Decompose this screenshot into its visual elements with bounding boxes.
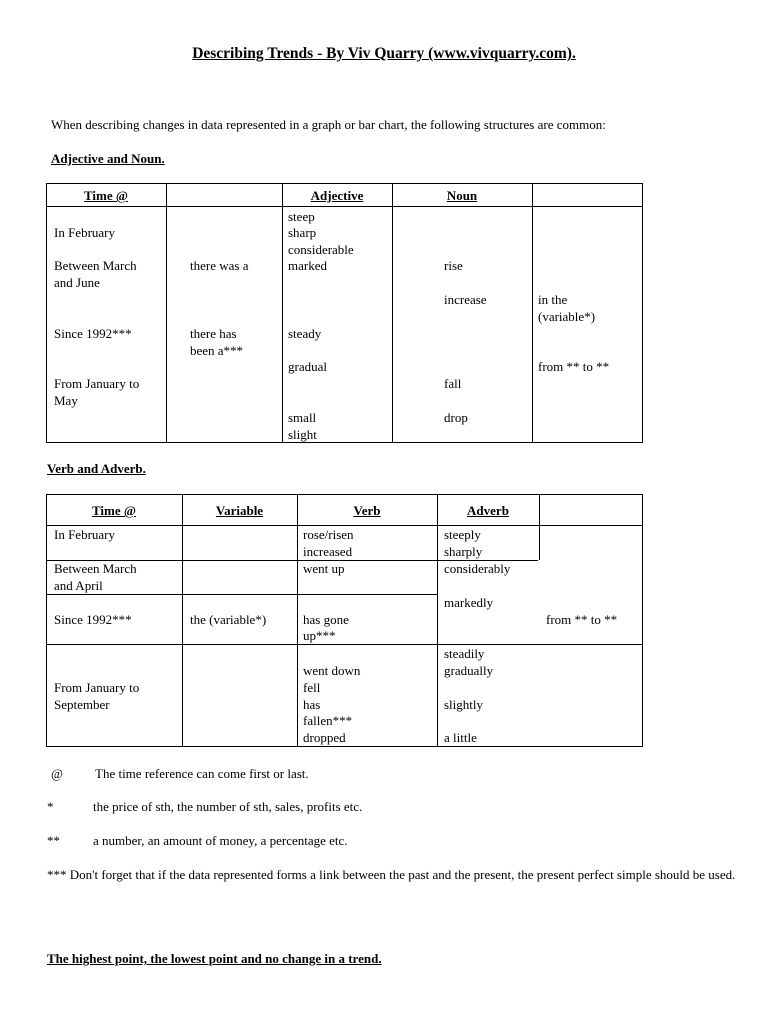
verb-cell: has gone: [303, 612, 349, 627]
extra-cell: (variable*): [538, 309, 596, 324]
adverb-cell: sharply: [444, 544, 483, 559]
adjective-cell: steep: [288, 209, 315, 224]
adjective-cell: sharp: [288, 225, 317, 240]
verb-cell: went down: [303, 663, 361, 678]
column-divider: [182, 494, 183, 747]
verb-cell: dropped: [303, 730, 346, 745]
time-cell: Since 1992***: [54, 326, 132, 341]
adverb-cell: a little: [444, 730, 477, 745]
footnote-text: the price of sth, the number of sth, sales, profits etc.: [93, 799, 363, 814]
time-cell: September: [54, 697, 110, 712]
noun-cell: rise: [444, 258, 463, 273]
page-title: Describing Trends - By Viv Quarry (www.vivquarry.com).: [192, 45, 576, 62]
verb-cell: up***: [303, 628, 336, 643]
adverb-cell: gradually: [444, 663, 494, 678]
header-time: Time @: [84, 188, 128, 203]
header-adverb: Adverb: [467, 503, 509, 518]
column-divider: [166, 183, 167, 443]
time-cell: Since 1992***: [54, 612, 132, 627]
adverb-cell: markedly: [444, 595, 494, 610]
intro-paragraph: When describing changes in data represented in a graph or bar chart, the following structures are common:: [51, 117, 606, 132]
row-divider: [46, 644, 438, 645]
footnote-text: a number, an amount of money, a percentage etc.: [93, 833, 348, 848]
column-divider: [539, 494, 540, 560]
adjective-cell: slight: [288, 427, 317, 442]
footnote-symbol: *: [47, 799, 54, 814]
adverb-cell: considerably: [444, 561, 511, 576]
column-divider: [282, 183, 283, 443]
column-divider: [532, 183, 533, 443]
time-cell: May: [54, 393, 78, 408]
adjective-cell: considerable: [288, 242, 354, 257]
noun-cell: fall: [444, 376, 462, 391]
verb-cell: has: [303, 697, 321, 712]
adjective-cell: steady: [288, 326, 322, 341]
column-divider: [437, 494, 438, 747]
extra-cell: in the: [538, 292, 568, 307]
noun-cell: increase: [444, 292, 487, 307]
time-cell: In February: [54, 225, 116, 240]
adverb-cell: slightly: [444, 697, 484, 712]
time-cell: Between March: [54, 258, 137, 273]
section-heading-highest-lowest: The highest point, the lowest point and no change in a trend.: [47, 951, 382, 966]
header-divider: [46, 206, 643, 207]
phrase-cell: there was a: [190, 258, 249, 273]
section-heading-adjective-noun: Adjective and Noun.: [51, 151, 165, 166]
time-cell: From January to: [54, 680, 140, 695]
column-divider: [297, 494, 298, 747]
noun-cell: drop: [444, 410, 468, 425]
time-cell: From January to: [54, 376, 140, 391]
table-right-border: [642, 494, 643, 747]
row-divider: [46, 594, 438, 595]
verb-cell: fell: [303, 680, 321, 695]
adjective-cell: marked: [288, 258, 327, 273]
header-noun: Noun: [446, 188, 478, 203]
header-variable: Variable: [215, 503, 264, 518]
header-verb: Verb: [353, 503, 381, 518]
verb-cell: increased: [303, 544, 353, 559]
adjective-cell: gradual: [288, 359, 327, 374]
verb-cell: went up: [303, 561, 345, 576]
extra-cell: from ** to **: [546, 612, 618, 627]
footnote-symbol: **: [47, 833, 60, 848]
time-cell: In February: [54, 527, 116, 542]
table-left-border: [46, 494, 47, 747]
verb-cell: fallen***: [303, 713, 353, 728]
footnote-text: The time reference can come first or last.: [95, 766, 309, 781]
column-divider: [392, 183, 393, 443]
phrase-cell: there has: [190, 326, 237, 341]
verb-cell: rose/risen: [303, 527, 354, 542]
extra-cell: from ** to **: [538, 359, 610, 374]
header-adjective: Adjective: [310, 188, 364, 203]
adverb-cell: steadily: [444, 646, 485, 661]
header-time: Time @: [92, 503, 136, 518]
variable-cell: the (variable*): [190, 612, 267, 627]
footnote-long: *** Don't forget that if the data represented forms a link between the past and the present, the present perfect simple should be used.: [47, 867, 736, 882]
table-bottom-border: [46, 746, 643, 747]
adverb-cell: steeply: [444, 527, 481, 542]
section-heading-verb-adverb: Verb and Adverb.: [47, 461, 146, 476]
time-cell: and June: [54, 275, 100, 290]
time-cell: Between March: [54, 561, 137, 576]
time-cell: and April: [54, 578, 103, 593]
phrase-cell: been a***: [190, 343, 244, 358]
footnote-symbol: @: [51, 766, 63, 781]
table-top-border: [46, 494, 643, 495]
adjective-cell: small: [288, 410, 317, 425]
